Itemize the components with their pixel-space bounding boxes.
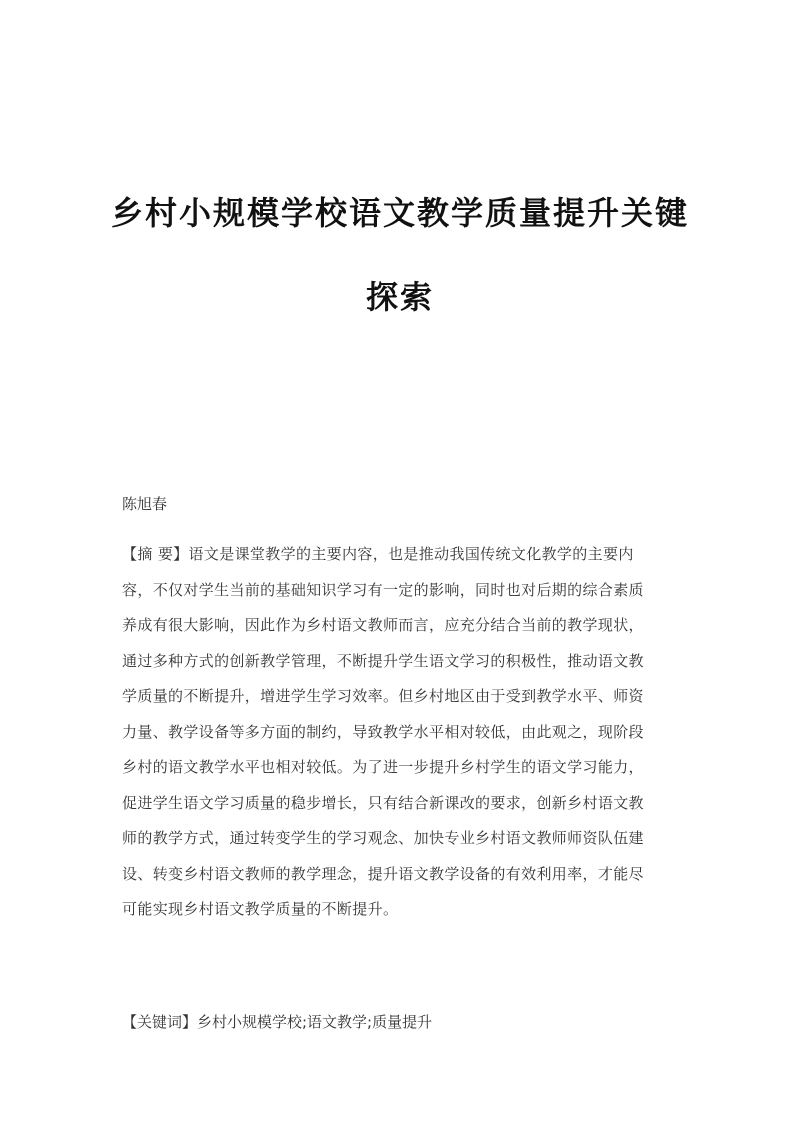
author-name: 陈旭春	[122, 495, 168, 513]
abstract-line: 通过多种方式的创新教学管理，不断提升学生语文学习的积极性，推动语文教	[122, 651, 644, 670]
abstract-line: 乡村的语文教学水平也相对较低。为了进一步提升乡村学生的语文学习能力，	[122, 758, 644, 776]
abstract-line: 力量、教学设备等多方面的制约，导致教学水平相对较低，由此观之，现阶段	[122, 722, 644, 741]
abstract-line: 可能实现乡村语文教学质量的不断提升。	[122, 900, 399, 918]
abstract-line: 师的教学方式，通过转变学生的学习观念、加快专业乡村语文教师师资队伍建	[122, 829, 644, 847]
abstract-line: 容，不仅对学生当前的基础知识学习有一定的影响，同时也对后期的综合素质	[122, 580, 644, 599]
abstract-line: 养成有很大影响，因此作为乡村语文教师而言，应充分结合当前的教学现状，	[122, 616, 644, 634]
document-title-line-2: 探索	[365, 278, 434, 316]
keywords-line: 【关键词】乡村小规模学校;语文教学;质量提升	[122, 1013, 433, 1031]
document-title-line-1: 乡村小规模学校语文教学质量提升关键	[110, 194, 689, 232]
abstract-line: 促进学生语文学习质量的稳步增长，只有结合新课改的要求，创新乡村语文教	[122, 793, 644, 812]
abstract-line: 设、转变乡村语文教师的教学理念，提升语文教学设备的有效利用率，才能尽	[122, 864, 644, 883]
abstract-line: 【摘 要】语文是课堂教学的主要内容，也是推动我国传统文化教学的主要内	[122, 545, 634, 563]
abstract-line: 学质量的不断提升，增进学生学习效率。但乡村地区由于受到教学水平、师资	[122, 687, 644, 705]
abstract-paragraph	[122, 539, 682, 930]
